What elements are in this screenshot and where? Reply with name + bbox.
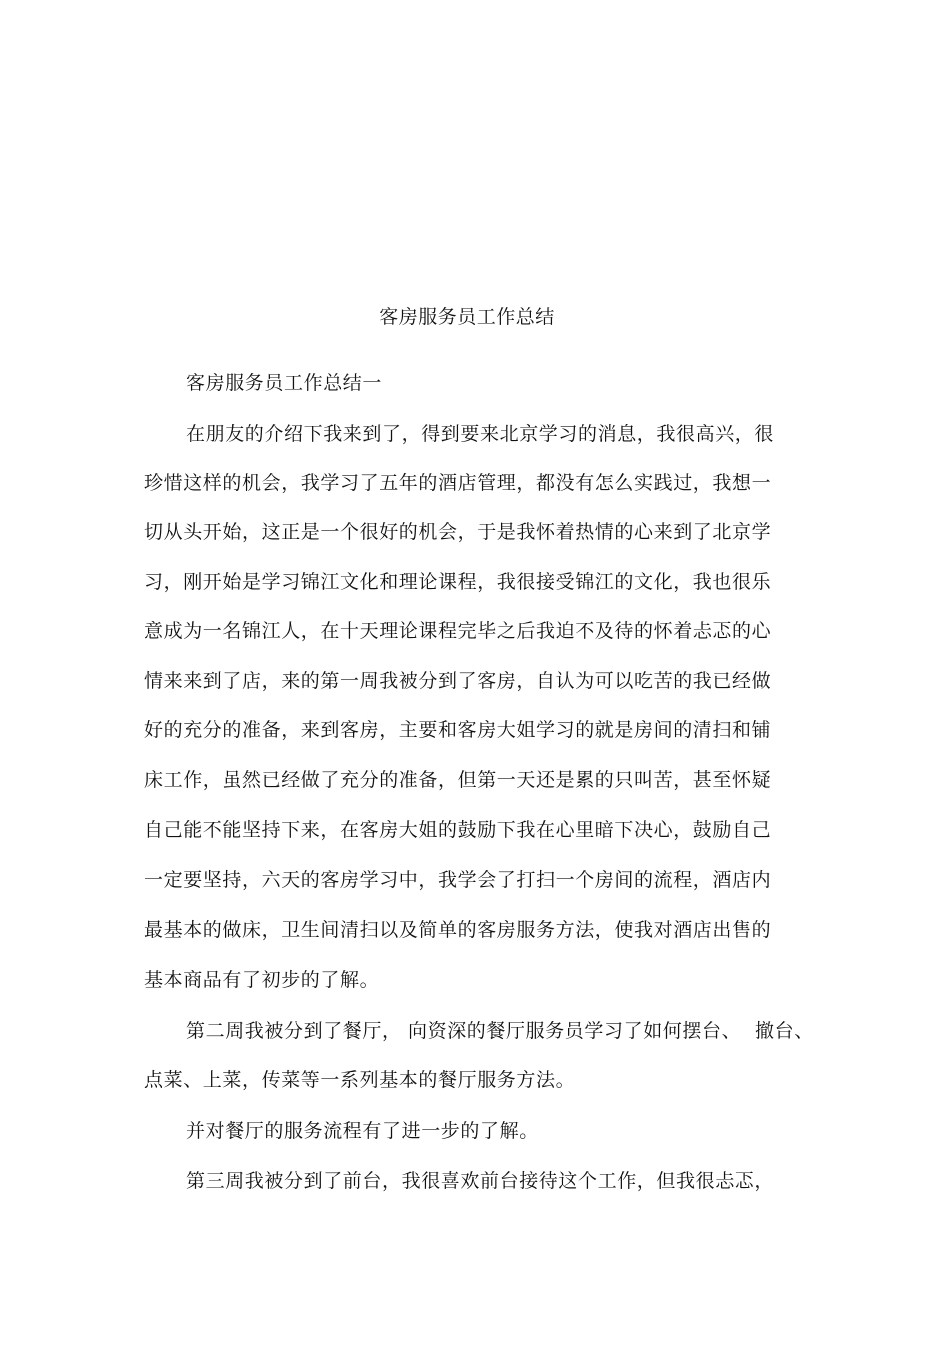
paragraph-line: 切从头开始，这正是一个很好的机会，于是我怀着热情的心来到了北京学 — [144, 521, 772, 543]
paragraph-line: 并对餐厅的服务流程有了进一步的了解。 — [186, 1120, 539, 1142]
paragraph-line: 第三周我被分到了前台，我很喜欢前台接待这个工作，但我很忐忑， — [186, 1170, 775, 1192]
paragraph-line: 习，刚开始是学习锦江文化和理论课程，我很接受锦江的文化，我也很乐 — [144, 571, 772, 593]
paragraph-line: 情来来到了店，来的第一周我被分到了客房，自认为可以吃苦的我已经做 — [144, 670, 772, 692]
paragraph-line: 最基本的做床，卫生间清扫以及简单的客房服务方法，使我对酒店出售的 — [144, 919, 772, 941]
paragraph-line-segment: 撤台、 — [755, 1020, 814, 1042]
document-title: 客房服务员工作总结 — [379, 306, 555, 328]
paragraph-line-segment: 向资深的餐厅服务员学习了如何摆台、 — [408, 1020, 742, 1042]
paragraph-line-segment: 第二周我被分到了餐厅， — [186, 1020, 402, 1042]
paragraph-line: 珍惜这样的机会，我学习了五年的酒店管理，都没有怎么实践过，我想一 — [144, 472, 772, 494]
paragraph-line: 一定要坚持，六天的客房学习中，我学会了打扫一个房间的流程，酒店内 — [144, 869, 772, 891]
section-subtitle: 客房服务员工作总结一 — [186, 372, 383, 394]
paragraph-line: 床工作，虽然已经做了充分的准备，但第一天还是累的只叫苦，甚至怀疑 — [144, 769, 772, 791]
paragraph-line: 在朋友的介绍下我来到了，得到要来北京学习的消息，我很高兴，很 — [186, 423, 775, 445]
paragraph-line: 自己能不能坚持下来，在客房大姐的鼓励下我在心里暗下决心，鼓励自己 — [144, 819, 772, 841]
paragraph-line: 点菜、上菜，传菜等一系列基本的餐厅服务方法。 — [144, 1069, 576, 1091]
paragraph-line: 好的充分的准备，来到客房，主要和客房大姐学习的就是房间的清扫和铺 — [144, 719, 772, 741]
paragraph-line: 基本商品有了初步的了解。 — [144, 969, 380, 991]
paragraph-line: 意成为一名锦江人，在十天理论课程完毕之后我迫不及待的怀着忐忑的心 — [144, 620, 772, 642]
